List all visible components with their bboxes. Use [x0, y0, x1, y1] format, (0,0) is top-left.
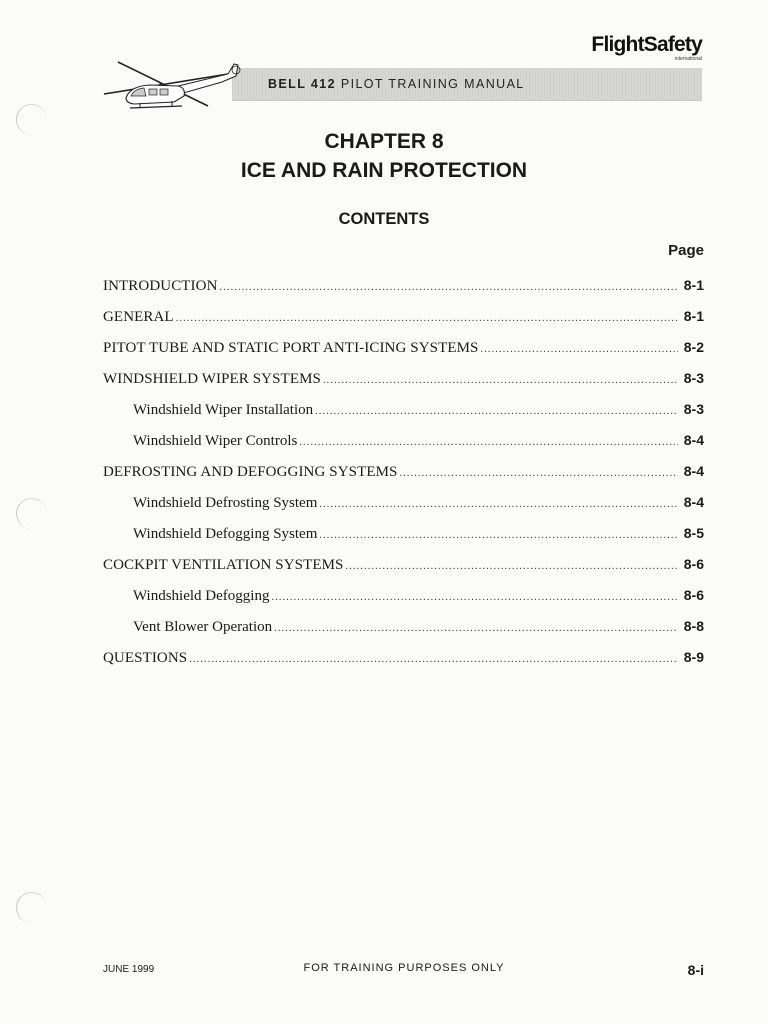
toc-entry-page: 8-8: [683, 618, 704, 634]
toc-entry-page: 8-2: [683, 339, 704, 355]
brand-name: FlightSafety: [591, 33, 702, 56]
toc-entry-label: Windshield Defogging: [133, 588, 270, 604]
toc-entry-page: 8-9: [683, 649, 704, 665]
chapter-title: ICE AND RAIN PROTECTION: [240, 159, 528, 182]
dot-leader: [399, 458, 677, 489]
toc-entry-label: GENERAL: [103, 309, 174, 325]
toc-entry-page: 8-1: [683, 308, 704, 324]
toc-entry[interactable]: [103, 518, 704, 549]
punch-hole-middle: [16, 498, 47, 529]
toc-entry[interactable]: [103, 301, 704, 332]
toc-entry-label: Windshield Wiper Controls: [133, 433, 298, 449]
toc-entry[interactable]: [103, 611, 704, 642]
dot-leader: [176, 303, 678, 334]
brand-subtitle: international: [674, 56, 702, 62]
toc-entry-page: 8-3: [683, 370, 704, 386]
contents-heading: CONTENTS: [338, 210, 430, 228]
dot-leader: [220, 272, 678, 303]
toc-entry[interactable]: [103, 487, 704, 518]
toc-entry-page: 8-4: [683, 432, 704, 448]
dot-leader: [323, 365, 678, 396]
toc-entry-label: Windshield Defogging System: [133, 526, 318, 542]
toc-entry-label: PITOT TUBE AND STATIC PORT ANTI-ICING SYSTEMS: [103, 340, 479, 356]
footer-page-number: 8-i: [687, 962, 704, 978]
toc-entry-label: INTRODUCTION: [103, 278, 218, 294]
toc-entry-page: 8-5: [683, 525, 704, 541]
header-banner: [232, 68, 702, 101]
toc-entry[interactable]: [103, 332, 704, 363]
toc-entry[interactable]: [103, 270, 704, 301]
toc-entry-page: 8-3: [683, 401, 704, 417]
manual-title: PILOT TRAINING MANUAL: [340, 77, 525, 91]
toc-entry-label: DEFROSTING AND DEFOGGING SYSTEMS: [103, 464, 398, 480]
footer-notice: FOR TRAINING PURPOSES ONLY: [303, 962, 505, 974]
toc-entry-page: 8-6: [683, 587, 704, 603]
toc-entry[interactable]: [103, 642, 704, 673]
toc-entry[interactable]: [103, 456, 704, 487]
dot-leader: [274, 613, 678, 644]
toc-entry-page: 8-4: [683, 494, 704, 510]
toc-entry-page: 8-4: [683, 463, 704, 479]
dot-leader: [319, 520, 677, 551]
chapter-number: CHAPTER 8: [324, 130, 444, 153]
toc-entry-label: Vent Blower Operation: [133, 619, 273, 635]
toc-entry[interactable]: [103, 580, 704, 611]
dot-leader: [189, 644, 678, 675]
dot-leader: [271, 582, 677, 613]
toc-entry-page: 8-6: [683, 556, 704, 572]
toc-entry-page: 8-1: [683, 277, 704, 293]
table-of-contents: [103, 270, 704, 673]
flightsafety-logo: [591, 34, 702, 62]
footer-date: JUNE 1999: [103, 964, 155, 975]
punch-hole-bottom: [16, 892, 47, 923]
toc-entry-label: Windshield Defrosting System: [133, 495, 318, 511]
dot-leader: [346, 551, 678, 582]
dot-leader: [315, 396, 678, 427]
dot-leader: [319, 489, 677, 520]
toc-entry[interactable]: [103, 425, 704, 456]
toc-entry[interactable]: [103, 363, 704, 394]
toc-entry[interactable]: [103, 394, 704, 425]
toc-entry-label: Windshield Wiper Installation: [133, 402, 314, 418]
aircraft-model: BELL 412: [268, 77, 336, 91]
dot-leader: [299, 427, 677, 458]
page-column-heading: Page: [668, 242, 704, 259]
helicopter-icon: [100, 56, 245, 112]
banner-text: [268, 77, 525, 91]
toc-entry-label: COCKPIT VENTILATION SYSTEMS: [103, 557, 344, 573]
dot-leader: [481, 334, 678, 365]
toc-entry-label: QUESTIONS: [103, 650, 188, 666]
toc-entry-label: WINDSHIELD WIPER SYSTEMS: [103, 371, 321, 387]
toc-entry[interactable]: [103, 549, 704, 580]
